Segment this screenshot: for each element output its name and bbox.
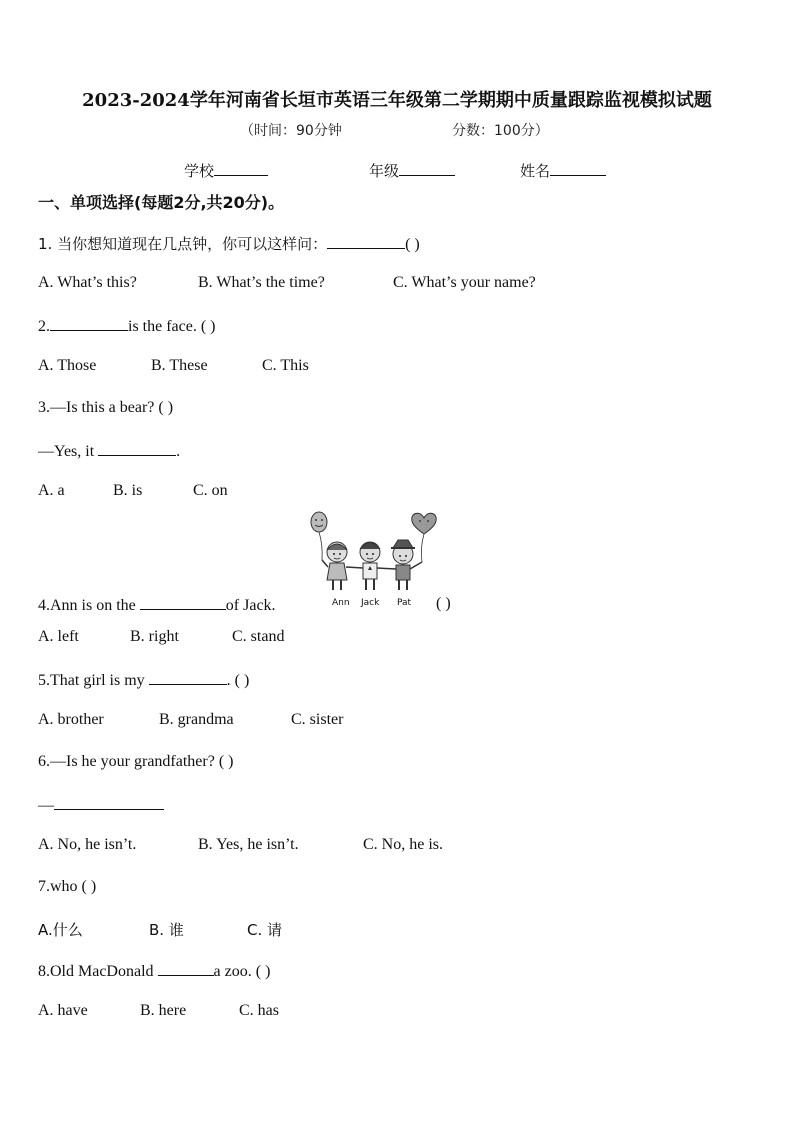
question-2-text: is the face. ( ): [128, 318, 216, 335]
question-1: [38, 233, 420, 254]
question-2-option-a[interactable]: A. Those: [38, 357, 97, 374]
question-3-option-c[interactable]: C. on: [193, 482, 228, 499]
question-2: [38, 316, 216, 336]
question-4-paren: ( ): [436, 595, 451, 612]
question-5-prefix: 5.That girl is my: [38, 672, 149, 689]
question-6-option-a[interactable]: A. No, he isn’t.: [38, 836, 137, 853]
question-5-option-b[interactable]: B. grandma: [159, 711, 234, 728]
question-4-option-b[interactable]: B. right: [130, 628, 179, 645]
question-2-option-b[interactable]: B. These: [151, 357, 208, 374]
question-2-option-c[interactable]: C. This: [262, 357, 309, 374]
question-5-suffix: . ( ): [226, 672, 250, 689]
school-blank[interactable]: [214, 161, 268, 176]
question-8-option-a[interactable]: A. have: [38, 1002, 88, 1019]
name-blank[interactable]: [550, 161, 606, 176]
school-field: [184, 160, 268, 181]
question-5-option-a[interactable]: A. brother: [38, 711, 104, 728]
question-3: 3.—Is this a bear? ( ): [38, 399, 174, 416]
question-8: [38, 961, 270, 981]
question-1-option-c[interactable]: C. What’s your name?: [393, 274, 536, 291]
question-4-blank[interactable]: [140, 595, 226, 610]
section-heading: 一、单项选择(每题2分,共20分)。: [38, 193, 285, 212]
question-4-prefix: 4.Ann is on the: [38, 597, 140, 614]
question-8-blank[interactable]: [158, 961, 214, 976]
question-1-option-b[interactable]: B. What’s the time?: [198, 274, 325, 291]
question-3-answer-line: [38, 441, 180, 461]
question-7-option-c[interactable]: C. 请: [247, 921, 283, 939]
exam-score: 分数：100分）: [452, 123, 549, 139]
children-balloons-illustration: [300, 510, 440, 610]
question-3-blank[interactable]: [98, 441, 176, 456]
question-2-number: 2.: [38, 318, 50, 335]
question-6-answer-prefix: —: [38, 797, 54, 814]
question-4: [38, 595, 276, 615]
question-1-option-a[interactable]: A. What’s this?: [38, 274, 137, 291]
school-label: 学校: [184, 162, 215, 180]
question-6-option-b[interactable]: B. Yes, he isn’t.: [198, 836, 299, 853]
question-4-suffix: of Jack.: [225, 597, 276, 614]
question-8-option-c[interactable]: C. has: [239, 1002, 279, 1019]
question-1-blank[interactable]: [327, 234, 405, 249]
grade-label: 年级: [369, 162, 400, 180]
question-8-prefix: 8.Old MacDonald: [38, 963, 158, 980]
smiley-balloon-icon: [311, 512, 327, 560]
name-field: [520, 160, 606, 181]
question-4-option-a[interactable]: A. left: [38, 628, 79, 645]
name-label: 姓名: [520, 162, 551, 180]
question-1-paren: ( ): [405, 236, 420, 253]
question-6-blank[interactable]: [54, 795, 164, 810]
figure-label-jack: Jack: [361, 598, 380, 608]
exam-time: （时间：90分钟: [240, 123, 342, 139]
figure-label-pat: Pat: [397, 598, 412, 608]
question-3-option-a[interactable]: A. a: [38, 482, 65, 499]
heart-balloon-icon: [412, 513, 437, 562]
question-4-option-c[interactable]: C. stand: [232, 628, 285, 645]
question-5: [38, 670, 249, 690]
ann-figure: [327, 542, 347, 590]
question-7-option-b[interactable]: B. 谁: [149, 921, 184, 939]
question-6-answer-line: [38, 795, 164, 815]
question-3-option-b[interactable]: B. is: [113, 482, 143, 499]
question-5-option-c[interactable]: C. sister: [291, 711, 344, 728]
jack-figure: [360, 542, 380, 590]
grade-blank[interactable]: [399, 161, 455, 176]
grade-field: [369, 160, 455, 181]
question-6-option-c[interactable]: C. No, he is.: [363, 836, 443, 853]
question-6: 6.—Is he your grandfather? ( ): [38, 753, 234, 770]
question-8-suffix: a zoo. ( ): [213, 963, 271, 980]
question-7: 7.who ( ): [38, 878, 97, 895]
question-8-option-b[interactable]: B. here: [140, 1002, 187, 1019]
figure-label-ann: Ann: [332, 598, 350, 608]
question-3-answer-prefix: —Yes, it: [38, 443, 99, 460]
page-title: 2023-2024学年河南省长垣市英语三年级第二学期期中质量跟踪监视模拟试题: [82, 90, 712, 111]
question-2-blank[interactable]: [50, 316, 128, 331]
pat-figure: [391, 540, 415, 590]
question-7-option-a[interactable]: A.什么: [38, 921, 83, 939]
question-1-text: 1. 当你想知道现在几点钟，你可以这样问：: [38, 235, 328, 253]
question-3-answer-suffix: .: [176, 443, 181, 460]
question-5-blank[interactable]: [149, 670, 227, 685]
